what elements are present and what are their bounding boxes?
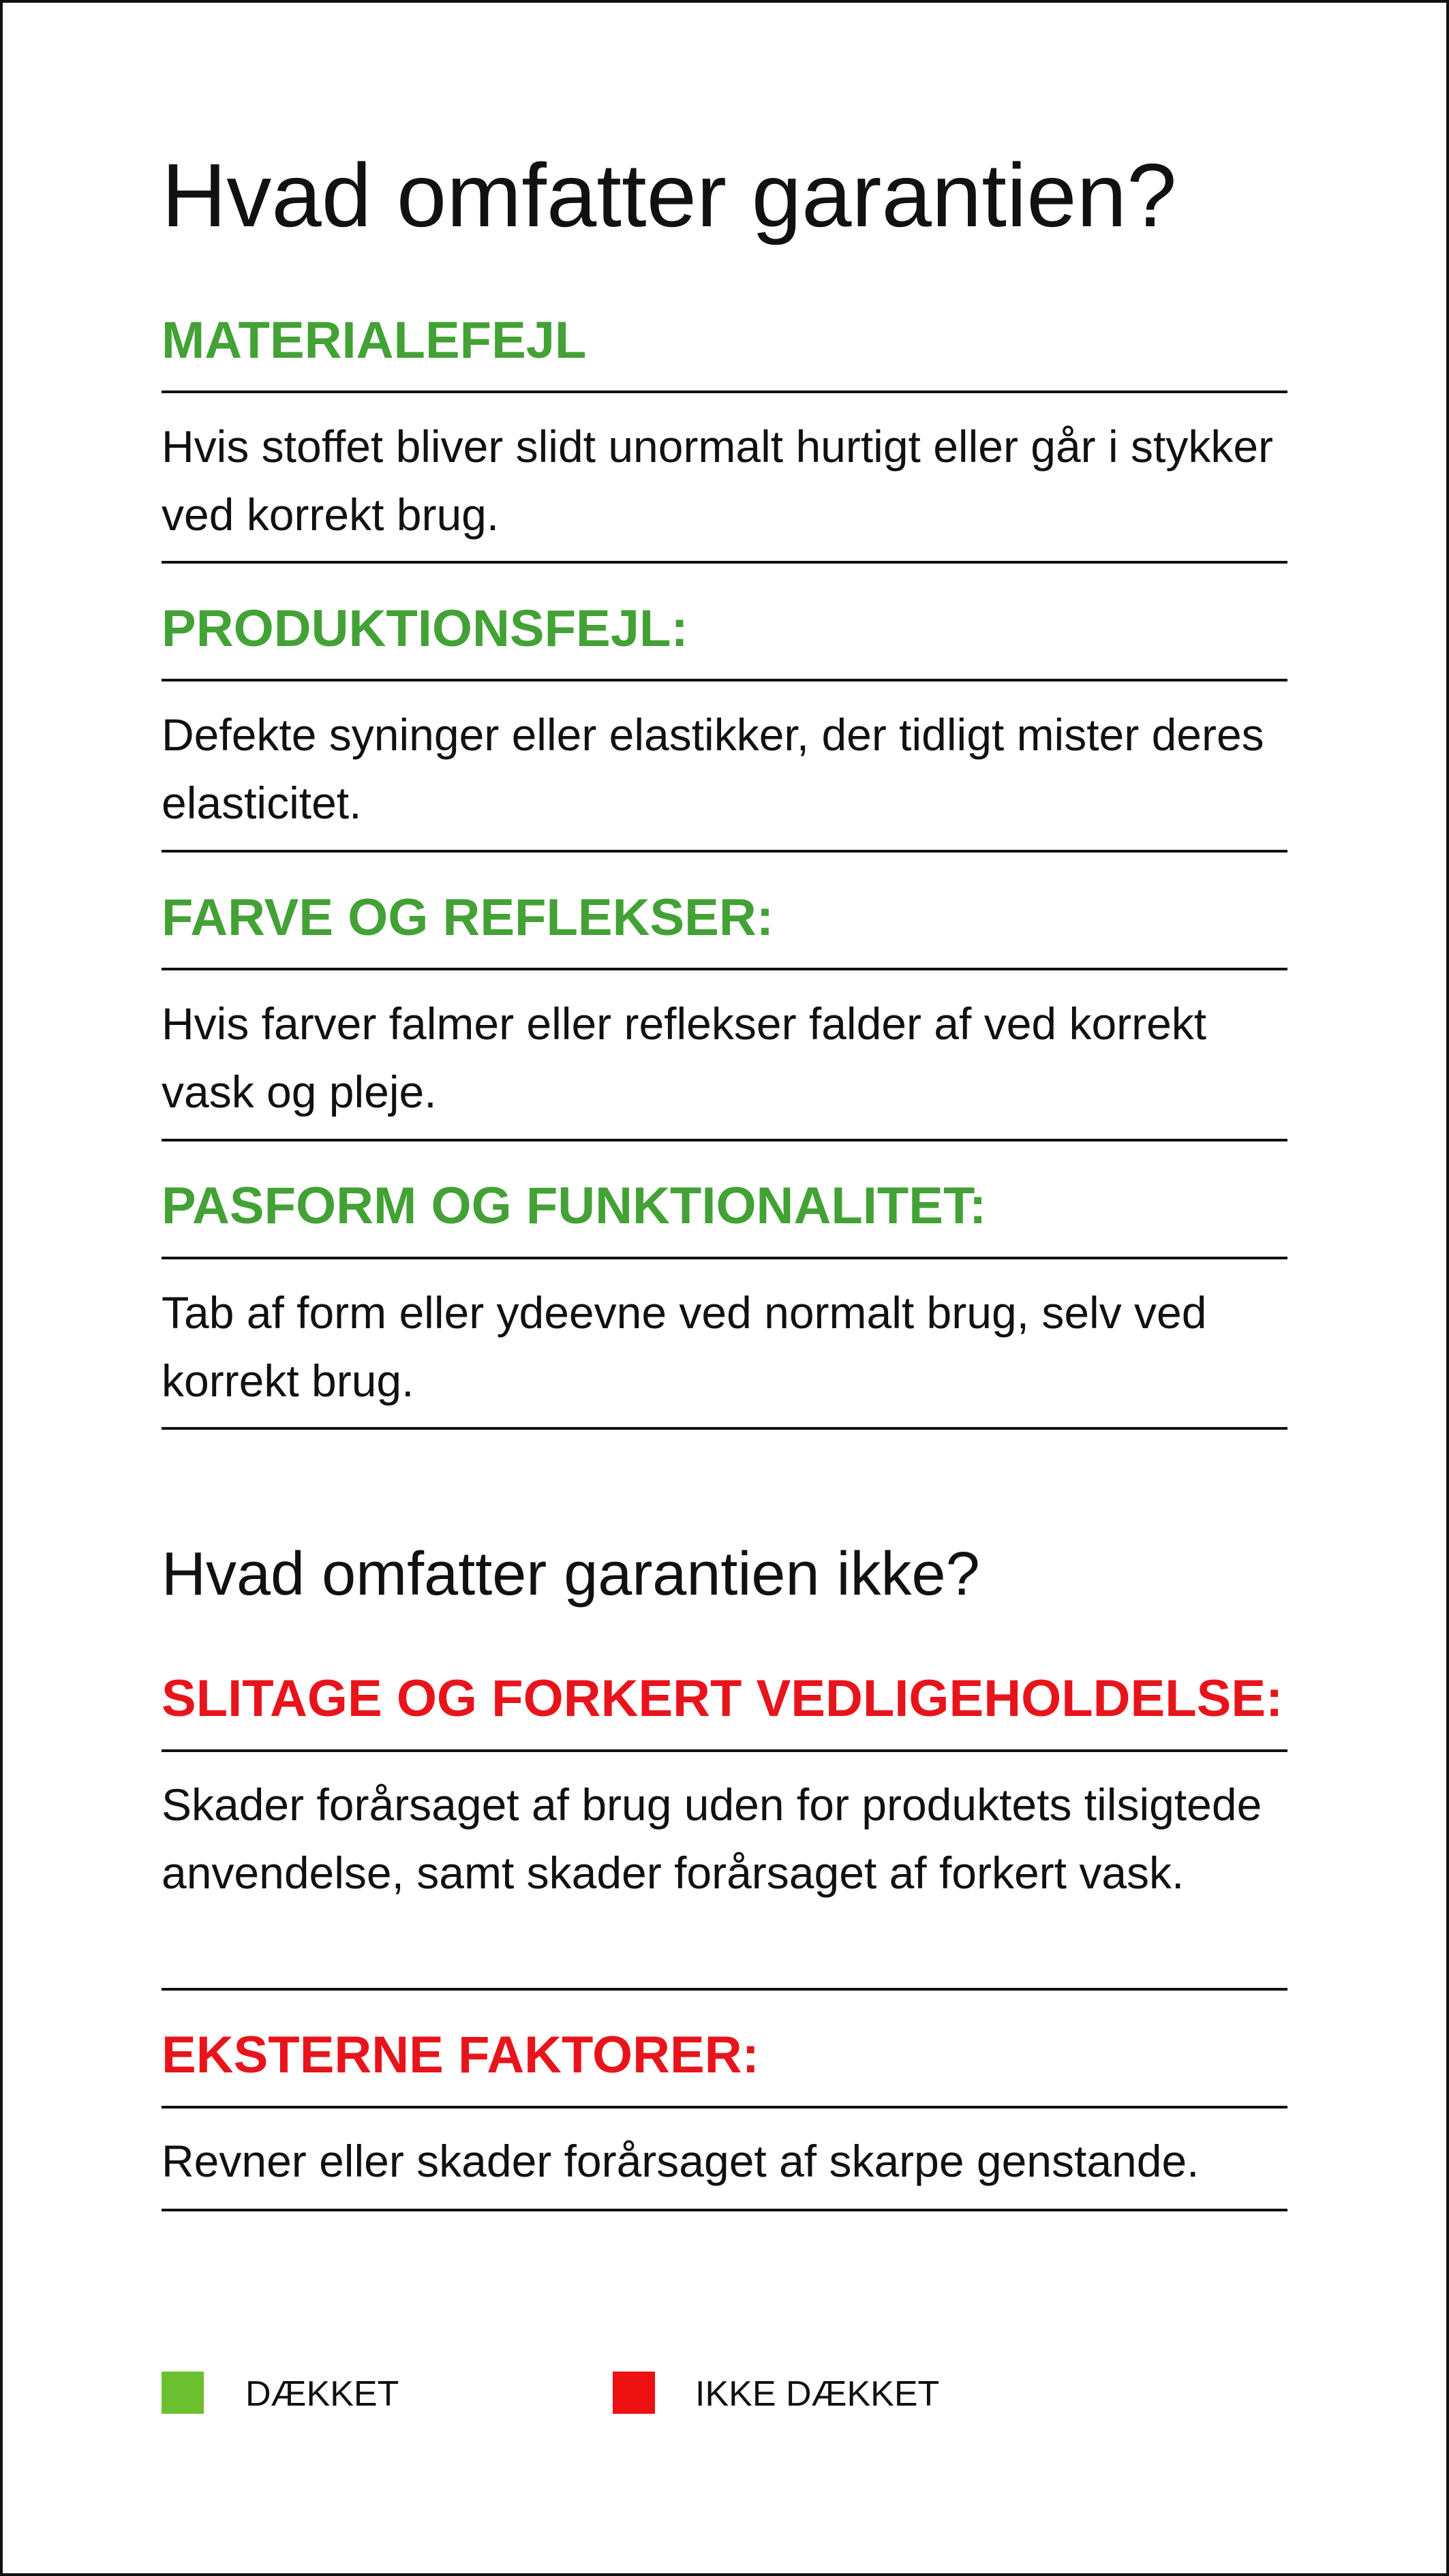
divider	[162, 1749, 1287, 1752]
divider	[162, 1988, 1287, 1991]
not-covered-text-slitage: Skader forårsaget af brug uden for produktets tilsigtede anvendelse, samt skader forårsaget af forkert vask.	[162, 1779, 1262, 1898]
covered-heading-farve-og-reflekser: FARVE OG REFLEKSER:	[162, 889, 774, 947]
divider	[162, 1257, 1287, 1259]
covered-text-farve-og-reflekser: Hvis farver falmer eller reflekser falder af ved korrekt vask og pleje.	[162, 998, 1207, 1117]
divider	[162, 2106, 1287, 2109]
divider	[162, 1139, 1287, 1141]
legend-not-covered-label: IKKE DÆKKET	[695, 2374, 940, 2414]
covered-text-materialefejl: Hvis stoffet bliver slidt unormalt hurtigt eller går i stykker ved korrekt brug.	[162, 421, 1274, 540]
divider	[162, 561, 1287, 564]
page-title: Hvad omfatter garantien?	[162, 145, 1177, 245]
covered-heading-produktionsfejl: PRODUKTIONSFEJL:	[162, 600, 688, 658]
legend-covered-label: DÆKKET	[245, 2374, 399, 2414]
divider	[162, 1427, 1287, 1430]
covered-heading-materialefejl: MATERIALEFEJL	[162, 311, 587, 369]
not-covered-text-eksterne: Revner eller skader forårsaget af skarpe genstande.	[162, 2136, 1200, 2186]
divider	[162, 850, 1287, 853]
not-covered-heading-slitage: SLITAGE OG FORKERT VEDLIGEHOLDELSE:	[162, 1670, 1283, 1728]
legend-not-covered-swatch	[613, 2372, 655, 2414]
not-covered-title: Hvad omfatter garantien ikke?	[162, 1540, 980, 1608]
divider	[162, 679, 1287, 681]
divider	[162, 968, 1287, 970]
divider	[162, 390, 1287, 393]
legend-covered-swatch	[162, 2372, 204, 2414]
covered-heading-pasform: PASFORM OG FUNKTIONALITET:	[162, 1177, 987, 1235]
divider	[162, 2209, 1287, 2211]
covered-text-pasform: Tab af form eller ydeevne ved normalt brug, selv ved korrekt brug.	[162, 1287, 1207, 1406]
covered-text-produktionsfejl: Defekte syninger eller elastikker, der tidligt mister deres elasticitet.	[162, 709, 1264, 828]
not-covered-heading-eksterne: EKSTERNE FAKTORER:	[162, 2026, 759, 2084]
